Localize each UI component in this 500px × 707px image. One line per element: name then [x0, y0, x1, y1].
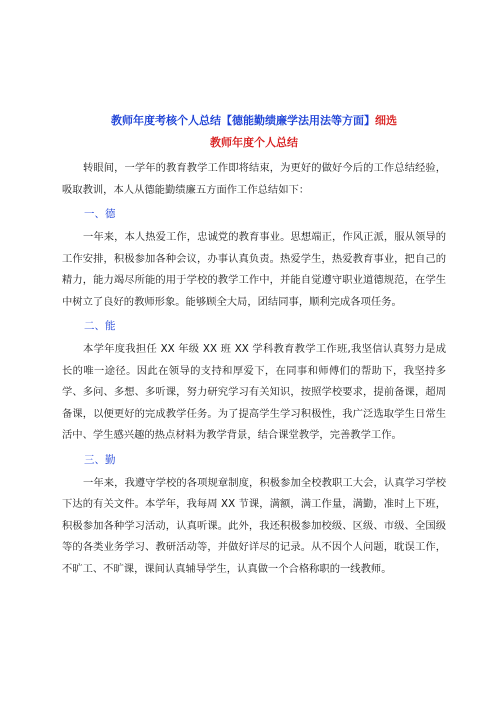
section-heading-de: 一、德	[84, 208, 116, 220]
section-body-qin: 一年来，我遵守学校的各项规章制度，积极参加全校教职工大会，认真学习学校下达的有关文件。本学年，我每周 XX 节课，满额，满工作量，满勤，准时上下班，积极参加各种学习活动，认真听课。此外，我还积极参加校级、区级、市级、全国级等的各类业务学习、教研活动等，并做好详尽的记录。从不因个人问题，耽误工作，不旷工、不旷课，课间认真辅导学生，认真做一个合格称职的一线教师。	[62, 476, 446, 575]
document-title	[62, 110, 446, 132]
intro-paragraph: 转眼间，一学年的教育教学工作即将结束，为更好的做好今后的工作总结经验，吸取教训，本人从德能勤绩廉五方面作工作总结如下：	[62, 162, 446, 196]
document-page	[62, 110, 446, 580]
document-title-main: 教师年度考核个人总结【德能勤绩廉学法用法等方面】	[111, 114, 375, 127]
section-heading-qin: 三、勤	[84, 453, 116, 466]
section-body-de: 一年来，本人热爱工作，忠诚党的教育事业。思想端正，作风正派，服从领导的工作安排，积极参加各种会议，办事认真负责。热爱学生，热爱教育事业，把自己的精力，能力竭尽所能的用于学校的教学工作中，并能自觉遵守职业道德规范，在学生中树立了良好的教师形象。能够顾全大局，团结同事，顺利完成各项任务。	[62, 231, 446, 308]
section-heading-neng: 二、能	[84, 320, 116, 332]
document-subtitle: 教师年度个人总结	[210, 136, 298, 149]
section-body-neng: 本学年度我担任 XX 年级 XX 班 XX 学科教育教学工作班,我坚信认真努力是成长的唯一途径。因此在领导的支持和厚爱下，在同事和师傅们的帮助下，我坚持多学、多问、多想、多听课，努力研究学习有关知识，按照学校要求，提前备课，超周备课，以便更好的完成教学任务。为了提高学生学习积极性，我广泛选取学生日常生活中、学生感兴趣的热点材料为教学背景，结合课堂教学，完善教学工作。	[62, 343, 446, 441]
document-title-tag: 细选	[375, 114, 397, 127]
